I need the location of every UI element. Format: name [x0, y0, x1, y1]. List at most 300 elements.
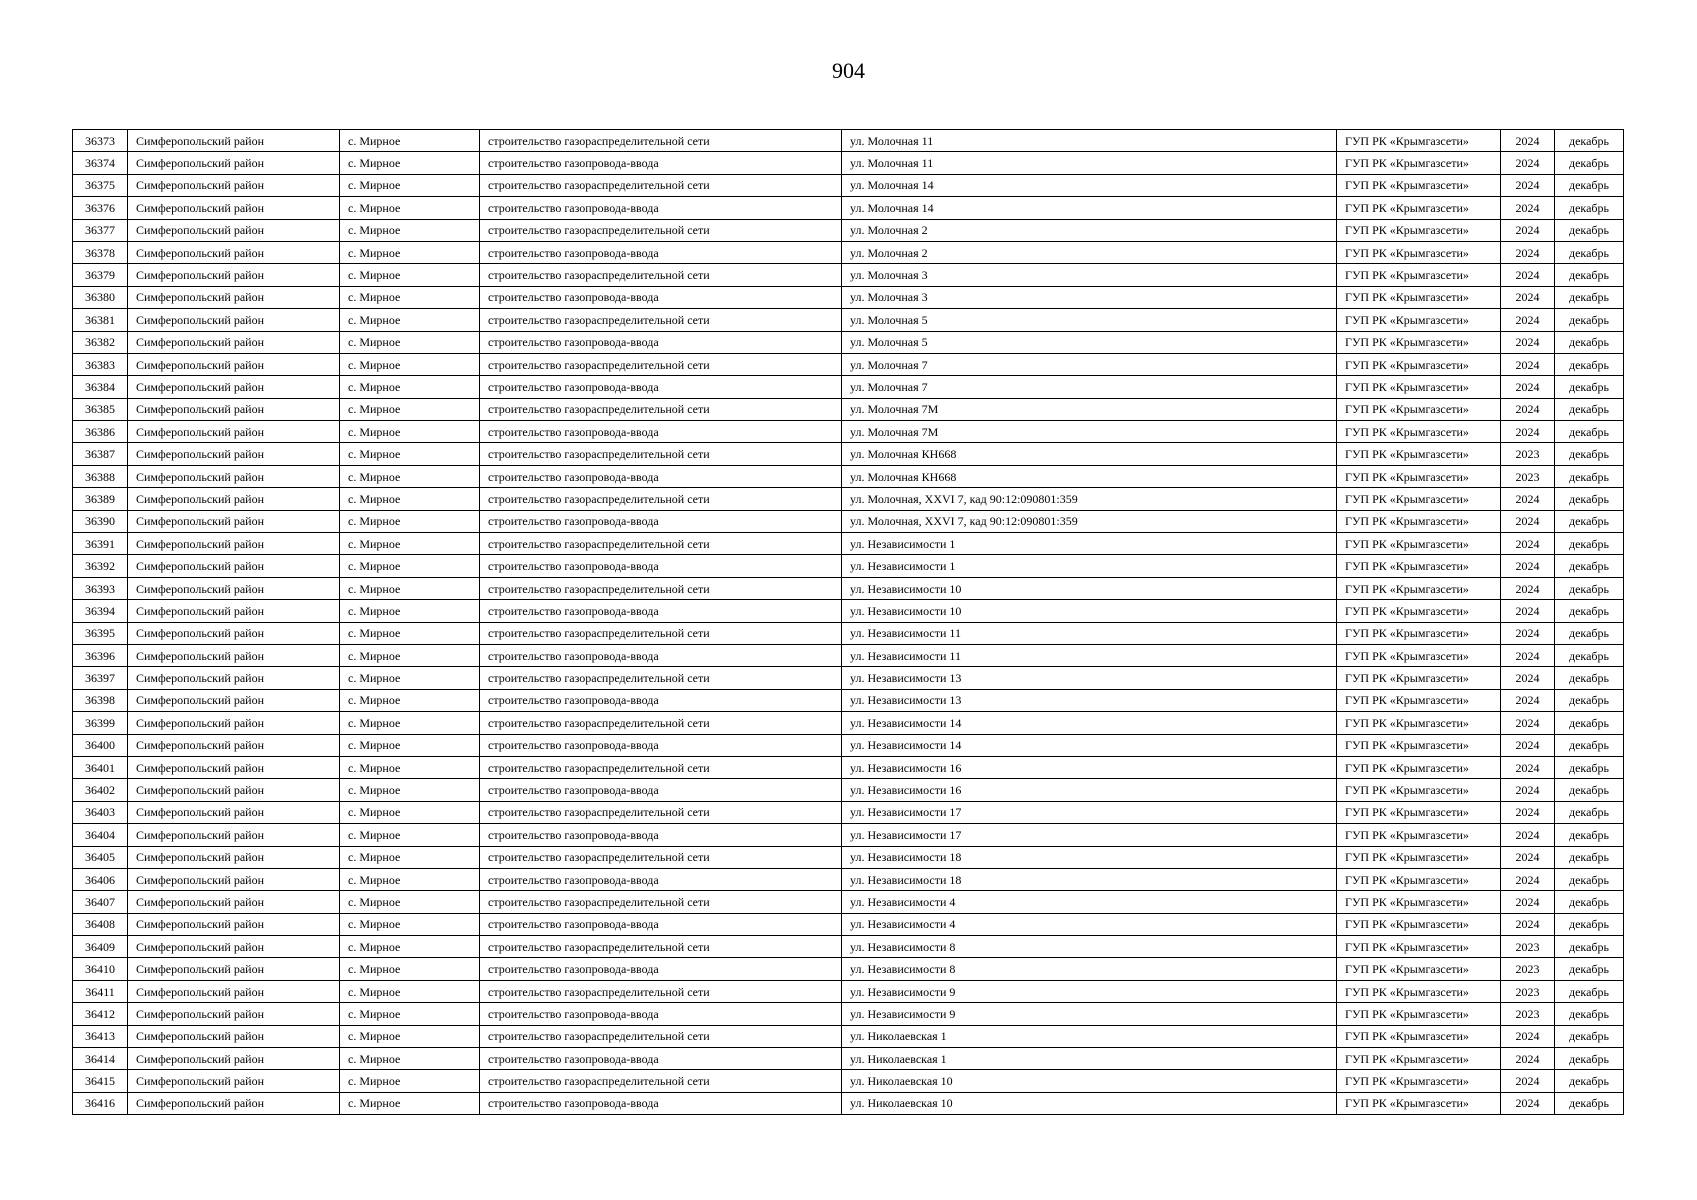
organization-cell: ГУП РК «Крымгазсети»: [1337, 801, 1501, 823]
work-type-cell: строительство газопровода-ввода: [480, 286, 842, 308]
organization-cell: ГУП РК «Крымгазсети»: [1337, 868, 1501, 890]
table-row: [73, 577, 1624, 599]
month-cell: декабрь: [1555, 1025, 1624, 1047]
address-cell: ул. Николаевская 1: [842, 1025, 1337, 1047]
work-type-cell: строительство газопровода-ввода: [480, 510, 842, 532]
organization-cell: ГУП РК «Крымгазсети»: [1337, 421, 1501, 443]
work-type-cell: строительство газораспределительной сети: [480, 936, 842, 958]
year-cell: 2024: [1501, 197, 1555, 219]
record-number-cell: 36416: [73, 1092, 128, 1114]
district-cell: Симферопольский район: [128, 958, 340, 980]
address-cell: ул. Молочная 3: [842, 264, 1337, 286]
table-row: [73, 286, 1624, 308]
month-cell: декабрь: [1555, 510, 1624, 532]
district-cell: Симферопольский район: [128, 913, 340, 935]
page-number: 904: [832, 58, 865, 83]
month-cell: декабрь: [1555, 936, 1624, 958]
year-cell: 2024: [1501, 891, 1555, 913]
month-cell: декабрь: [1555, 868, 1624, 890]
month-cell: декабрь: [1555, 130, 1624, 152]
settlement-cell: с. Мирное: [340, 465, 480, 487]
year-cell: 2024: [1501, 376, 1555, 398]
table-row: [73, 510, 1624, 532]
address-cell: ул. Независимости 4: [842, 891, 1337, 913]
settlement-cell: с. Мирное: [340, 868, 480, 890]
district-cell: Симферопольский район: [128, 286, 340, 308]
organization-cell: ГУП РК «Крымгазсети»: [1337, 309, 1501, 331]
district-cell: Симферопольский район: [128, 376, 340, 398]
table-row: [73, 600, 1624, 622]
district-cell: Симферопольский район: [128, 644, 340, 666]
table-row: [73, 958, 1624, 980]
district-cell: Симферопольский район: [128, 555, 340, 577]
table-row: [73, 152, 1624, 174]
settlement-cell: с. Мирное: [340, 353, 480, 375]
work-type-cell: строительство газораспределительной сети: [480, 398, 842, 420]
table-row: [73, 824, 1624, 846]
record-number-cell: 36412: [73, 1003, 128, 1025]
table-row: [73, 936, 1624, 958]
record-number-cell: 36397: [73, 667, 128, 689]
work-type-cell: строительство газопровода-ввода: [480, 421, 842, 443]
work-type-cell: строительство газопровода-ввода: [480, 779, 842, 801]
work-type-cell: строительство газопровода-ввода: [480, 1003, 842, 1025]
month-cell: декабрь: [1555, 846, 1624, 868]
district-cell: Симферопольский район: [128, 1048, 340, 1070]
year-cell: 2023: [1501, 936, 1555, 958]
settlement-cell: с. Мирное: [340, 644, 480, 666]
settlement-cell: с. Мирное: [340, 219, 480, 241]
organization-cell: ГУП РК «Крымгазсети»: [1337, 1003, 1501, 1025]
settlement-cell: с. Мирное: [340, 980, 480, 1002]
month-cell: декабрь: [1555, 622, 1624, 644]
district-cell: Симферопольский район: [128, 241, 340, 263]
organization-cell: ГУП РК «Крымгазсети»: [1337, 465, 1501, 487]
address-cell: ул. Молочная, XXVI 7, кад 90:12:090801:359: [842, 510, 1337, 532]
settlement-cell: с. Мирное: [340, 756, 480, 778]
address-cell: ул. Молочная КН668: [842, 465, 1337, 487]
address-cell: ул. Независимости 10: [842, 600, 1337, 622]
district-cell: Симферопольский район: [128, 868, 340, 890]
organization-cell: ГУП РК «Крымгазсети»: [1337, 510, 1501, 532]
address-cell: ул. Молочная 14: [842, 197, 1337, 219]
month-cell: декабрь: [1555, 734, 1624, 756]
settlement-cell: с. Мирное: [340, 376, 480, 398]
record-number-cell: 36402: [73, 779, 128, 801]
work-type-cell: строительство газораспределительной сети: [480, 533, 842, 555]
district-cell: Симферопольский район: [128, 600, 340, 622]
month-cell: декабрь: [1555, 1048, 1624, 1070]
table-row: [73, 331, 1624, 353]
record-number-cell: 36395: [73, 622, 128, 644]
table-row: [73, 174, 1624, 196]
organization-cell: ГУП РК «Крымгазсети»: [1337, 130, 1501, 152]
record-number-cell: 36386: [73, 421, 128, 443]
organization-cell: ГУП РК «Крымгазсети»: [1337, 689, 1501, 711]
settlement-cell: с. Мирное: [340, 398, 480, 420]
district-cell: Симферопольский район: [128, 891, 340, 913]
settlement-cell: с. Мирное: [340, 577, 480, 599]
year-cell: 2024: [1501, 241, 1555, 263]
district-cell: Симферопольский район: [128, 1025, 340, 1047]
work-type-cell: строительство газопровода-ввода: [480, 868, 842, 890]
record-number-cell: 36398: [73, 689, 128, 711]
district-cell: Симферопольский район: [128, 936, 340, 958]
record-number-cell: 36399: [73, 712, 128, 734]
record-number-cell: 36382: [73, 331, 128, 353]
settlement-cell: с. Мирное: [340, 824, 480, 846]
work-type-cell: строительство газораспределительной сети: [480, 712, 842, 734]
address-cell: ул. Независимости 16: [842, 756, 1337, 778]
record-number-cell: 36410: [73, 958, 128, 980]
year-cell: 2024: [1501, 1048, 1555, 1070]
table-row: [73, 465, 1624, 487]
work-type-cell: строительство газопровода-ввода: [480, 958, 842, 980]
district-cell: Симферопольский район: [128, 980, 340, 1002]
organization-cell: ГУП РК «Крымгазсети»: [1337, 443, 1501, 465]
table-row: [73, 1003, 1624, 1025]
table-row: [73, 779, 1624, 801]
address-cell: ул. Молочная, XXVI 7, кад 90:12:090801:359: [842, 488, 1337, 510]
settlement-cell: с. Мирное: [340, 309, 480, 331]
settlement-cell: с. Мирное: [340, 689, 480, 711]
month-cell: декабрь: [1555, 331, 1624, 353]
district-cell: Симферопольский район: [128, 174, 340, 196]
month-cell: декабрь: [1555, 555, 1624, 577]
table-row: [73, 309, 1624, 331]
district-cell: Симферопольский район: [128, 734, 340, 756]
district-cell: Симферопольский район: [128, 689, 340, 711]
organization-cell: ГУП РК «Крымгазсети»: [1337, 174, 1501, 196]
month-cell: декабрь: [1555, 174, 1624, 196]
table-row: [73, 801, 1624, 823]
settlement-cell: с. Мирное: [340, 174, 480, 196]
record-number-cell: 36401: [73, 756, 128, 778]
organization-cell: ГУП РК «Крымгазсети»: [1337, 353, 1501, 375]
address-cell: ул. Независимости 13: [842, 667, 1337, 689]
settlement-cell: с. Мирное: [340, 891, 480, 913]
month-cell: декабрь: [1555, 219, 1624, 241]
year-cell: 2024: [1501, 577, 1555, 599]
table-row: [73, 197, 1624, 219]
district-cell: Симферопольский район: [128, 353, 340, 375]
month-cell: декабрь: [1555, 824, 1624, 846]
settlement-cell: с. Мирное: [340, 712, 480, 734]
address-cell: ул. Независимости 16: [842, 779, 1337, 801]
work-type-cell: строительство газопровода-ввода: [480, 689, 842, 711]
address-cell: ул. Независимости 14: [842, 712, 1337, 734]
table-row: [73, 443, 1624, 465]
month-cell: декабрь: [1555, 309, 1624, 331]
settlement-cell: с. Мирное: [340, 1003, 480, 1025]
record-number-cell: 36390: [73, 510, 128, 532]
address-cell: ул. Независимости 1: [842, 555, 1337, 577]
address-cell: ул. Николаевская 10: [842, 1070, 1337, 1092]
record-number-cell: 36405: [73, 846, 128, 868]
record-number-cell: 36381: [73, 309, 128, 331]
work-type-cell: строительство газопровода-ввода: [480, 600, 842, 622]
address-cell: ул. Молочная 11: [842, 152, 1337, 174]
month-cell: декабрь: [1555, 712, 1624, 734]
organization-cell: ГУП РК «Крымгазсети»: [1337, 846, 1501, 868]
settlement-cell: с. Мирное: [340, 197, 480, 219]
record-number-cell: 36385: [73, 398, 128, 420]
work-type-cell: строительство газораспределительной сети: [480, 980, 842, 1002]
month-cell: декабрь: [1555, 891, 1624, 913]
month-cell: декабрь: [1555, 533, 1624, 555]
work-type-cell: строительство газораспределительной сети: [480, 577, 842, 599]
settlement-cell: с. Мирное: [340, 1092, 480, 1114]
settlement-cell: с. Мирное: [340, 801, 480, 823]
table-row: [73, 689, 1624, 711]
table-row: [73, 1070, 1624, 1092]
year-cell: 2024: [1501, 219, 1555, 241]
record-number-cell: 36392: [73, 555, 128, 577]
organization-cell: ГУП РК «Крымгазсети»: [1337, 712, 1501, 734]
settlement-cell: с. Мирное: [340, 421, 480, 443]
work-type-cell: строительство газопровода-ввода: [480, 913, 842, 935]
organization-cell: ГУП РК «Крымгазсети»: [1337, 398, 1501, 420]
organization-cell: ГУП РК «Крымгазсети»: [1337, 600, 1501, 622]
district-cell: Симферопольский район: [128, 756, 340, 778]
year-cell: 2024: [1501, 398, 1555, 420]
table-row: [73, 376, 1624, 398]
address-cell: ул. Николаевская 1: [842, 1048, 1337, 1070]
organization-cell: ГУП РК «Крымгазсети»: [1337, 488, 1501, 510]
settlement-cell: с. Мирное: [340, 958, 480, 980]
month-cell: декабрь: [1555, 689, 1624, 711]
year-cell: 2024: [1501, 152, 1555, 174]
record-number-cell: 36409: [73, 936, 128, 958]
record-number-cell: 36406: [73, 868, 128, 890]
year-cell: 2024: [1501, 689, 1555, 711]
registry-body: [73, 130, 1624, 1115]
year-cell: 2024: [1501, 353, 1555, 375]
table-row: [73, 712, 1624, 734]
address-cell: ул. Независимости 9: [842, 980, 1337, 1002]
table-row: [73, 913, 1624, 935]
work-type-cell: строительство газораспределительной сети: [480, 891, 842, 913]
organization-cell: ГУП РК «Крымгазсети»: [1337, 958, 1501, 980]
month-cell: декабрь: [1555, 667, 1624, 689]
table-row: [73, 644, 1624, 666]
address-cell: ул. Независимости 10: [842, 577, 1337, 599]
year-cell: 2024: [1501, 644, 1555, 666]
record-number-cell: 36391: [73, 533, 128, 555]
year-cell: 2023: [1501, 443, 1555, 465]
record-number-cell: 36387: [73, 443, 128, 465]
organization-cell: ГУП РК «Крымгазсети»: [1337, 1092, 1501, 1114]
year-cell: 2024: [1501, 1025, 1555, 1047]
month-cell: декабрь: [1555, 644, 1624, 666]
settlement-cell: с. Мирное: [340, 779, 480, 801]
district-cell: Симферопольский район: [128, 824, 340, 846]
month-cell: декабрь: [1555, 488, 1624, 510]
address-cell: ул. Молочная 2: [842, 241, 1337, 263]
year-cell: 2024: [1501, 913, 1555, 935]
month-cell: декабрь: [1555, 398, 1624, 420]
work-type-cell: строительство газопровода-ввода: [480, 376, 842, 398]
district-cell: Симферопольский район: [128, 533, 340, 555]
organization-cell: ГУП РК «Крымгазсети»: [1337, 533, 1501, 555]
table-row: [73, 980, 1624, 1002]
address-cell: ул. Молочная 5: [842, 331, 1337, 353]
year-cell: 2024: [1501, 600, 1555, 622]
table-row: [73, 353, 1624, 375]
record-number-cell: 36379: [73, 264, 128, 286]
address-cell: ул. Независимости 8: [842, 936, 1337, 958]
address-cell: ул. Независимости 11: [842, 622, 1337, 644]
table-row: [73, 846, 1624, 868]
table-row: [73, 130, 1624, 152]
month-cell: декабрь: [1555, 421, 1624, 443]
work-type-cell: строительство газопровода-ввода: [480, 152, 842, 174]
record-number-cell: 36394: [73, 600, 128, 622]
address-cell: ул. Молочная 5: [842, 309, 1337, 331]
district-cell: Симферопольский район: [128, 264, 340, 286]
settlement-cell: с. Мирное: [340, 734, 480, 756]
address-cell: ул. Молочная 7: [842, 376, 1337, 398]
address-cell: ул. Молочная 7М: [842, 398, 1337, 420]
district-cell: Симферопольский район: [128, 465, 340, 487]
district-cell: Симферопольский район: [128, 667, 340, 689]
settlement-cell: с. Мирное: [340, 1048, 480, 1070]
work-type-cell: строительство газопровода-ввода: [480, 734, 842, 756]
settlement-cell: с. Мирное: [340, 264, 480, 286]
year-cell: 2024: [1501, 1070, 1555, 1092]
table-row: [73, 533, 1624, 555]
work-type-cell: строительство газопровода-ввода: [480, 1048, 842, 1070]
work-type-cell: строительство газопровода-ввода: [480, 1092, 842, 1114]
record-number-cell: 36380: [73, 286, 128, 308]
work-type-cell: строительство газораспределительной сети: [480, 130, 842, 152]
month-cell: декабрь: [1555, 264, 1624, 286]
work-type-cell: строительство газораспределительной сети: [480, 622, 842, 644]
address-cell: ул. Молочная 7: [842, 353, 1337, 375]
year-cell: 2024: [1501, 286, 1555, 308]
year-cell: 2024: [1501, 174, 1555, 196]
work-type-cell: строительство газопровода-ввода: [480, 241, 842, 263]
settlement-cell: с. Мирное: [340, 622, 480, 644]
settlement-cell: с. Мирное: [340, 286, 480, 308]
organization-cell: ГУП РК «Крымгазсети»: [1337, 891, 1501, 913]
organization-cell: ГУП РК «Крымгазсети»: [1337, 197, 1501, 219]
work-type-cell: строительство газораспределительной сети: [480, 756, 842, 778]
year-cell: 2024: [1501, 533, 1555, 555]
settlement-cell: с. Мирное: [340, 913, 480, 935]
work-type-cell: строительство газораспределительной сети: [480, 309, 842, 331]
address-cell: ул. Молочная КН668: [842, 443, 1337, 465]
month-cell: декабрь: [1555, 197, 1624, 219]
district-cell: Симферопольский район: [128, 152, 340, 174]
year-cell: 2024: [1501, 756, 1555, 778]
address-cell: ул. Независимости 13: [842, 689, 1337, 711]
table-row: [73, 555, 1624, 577]
address-cell: ул. Независимости 9: [842, 1003, 1337, 1025]
work-type-cell: строительство газопровода-ввода: [480, 331, 842, 353]
settlement-cell: с. Мирное: [340, 488, 480, 510]
year-cell: 2024: [1501, 309, 1555, 331]
district-cell: Симферопольский район: [128, 331, 340, 353]
record-number-cell: 36377: [73, 219, 128, 241]
year-cell: 2024: [1501, 667, 1555, 689]
table-row: [73, 398, 1624, 420]
month-cell: декабрь: [1555, 958, 1624, 980]
table-row: [73, 488, 1624, 510]
table-row: [73, 1025, 1624, 1047]
settlement-cell: с. Мирное: [340, 1070, 480, 1092]
district-cell: Симферопольский район: [128, 622, 340, 644]
district-cell: Симферопольский район: [128, 1003, 340, 1025]
year-cell: 2024: [1501, 712, 1555, 734]
month-cell: декабрь: [1555, 241, 1624, 263]
organization-cell: ГУП РК «Крымгазсети»: [1337, 756, 1501, 778]
district-cell: Симферопольский район: [128, 712, 340, 734]
organization-cell: ГУП РК «Крымгазсети»: [1337, 1025, 1501, 1047]
month-cell: декабрь: [1555, 1003, 1624, 1025]
address-cell: ул. Молочная 3: [842, 286, 1337, 308]
month-cell: декабрь: [1555, 980, 1624, 1002]
year-cell: 2024: [1501, 488, 1555, 510]
address-cell: ул. Молочная 14: [842, 174, 1337, 196]
month-cell: декабрь: [1555, 801, 1624, 823]
year-cell: 2024: [1501, 1092, 1555, 1114]
table-row: [73, 891, 1624, 913]
table-row: [73, 241, 1624, 263]
district-cell: Симферопольский район: [128, 130, 340, 152]
table-row: [73, 264, 1624, 286]
address-cell: ул. Независимости 17: [842, 801, 1337, 823]
month-cell: декабрь: [1555, 152, 1624, 174]
organization-cell: ГУП РК «Крымгазсети»: [1337, 824, 1501, 846]
district-cell: Симферопольский район: [128, 197, 340, 219]
work-type-cell: строительство газораспределительной сети: [480, 1070, 842, 1092]
district-cell: Симферопольский район: [128, 1092, 340, 1114]
settlement-cell: с. Мирное: [340, 331, 480, 353]
year-cell: 2023: [1501, 980, 1555, 1002]
record-number-cell: 36373: [73, 130, 128, 152]
year-cell: 2024: [1501, 868, 1555, 890]
record-number-cell: 36388: [73, 465, 128, 487]
address-cell: ул. Независимости 14: [842, 734, 1337, 756]
settlement-cell: с. Мирное: [340, 443, 480, 465]
month-cell: декабрь: [1555, 465, 1624, 487]
year-cell: 2023: [1501, 1003, 1555, 1025]
district-cell: Симферопольский район: [128, 443, 340, 465]
organization-cell: ГУП РК «Крымгазсети»: [1337, 264, 1501, 286]
settlement-cell: с. Мирное: [340, 152, 480, 174]
table-row: [73, 421, 1624, 443]
record-number-cell: 36403: [73, 801, 128, 823]
month-cell: декабрь: [1555, 756, 1624, 778]
settlement-cell: с. Мирное: [340, 600, 480, 622]
work-type-cell: строительство газопровода-ввода: [480, 465, 842, 487]
settlement-cell: с. Мирное: [340, 130, 480, 152]
record-number-cell: 36407: [73, 891, 128, 913]
organization-cell: ГУП РК «Крымгазсети»: [1337, 376, 1501, 398]
organization-cell: ГУП РК «Крымгазсети»: [1337, 1048, 1501, 1070]
organization-cell: ГУП РК «Крымгазсети»: [1337, 622, 1501, 644]
organization-cell: ГУП РК «Крымгазсети»: [1337, 734, 1501, 756]
month-cell: декабрь: [1555, 286, 1624, 308]
work-type-cell: строительство газораспределительной сети: [480, 174, 842, 196]
address-cell: ул. Молочная 7М: [842, 421, 1337, 443]
year-cell: 2024: [1501, 510, 1555, 532]
month-cell: декабрь: [1555, 577, 1624, 599]
district-cell: Симферопольский район: [128, 488, 340, 510]
year-cell: 2024: [1501, 264, 1555, 286]
organization-cell: ГУП РК «Крымгазсети»: [1337, 555, 1501, 577]
